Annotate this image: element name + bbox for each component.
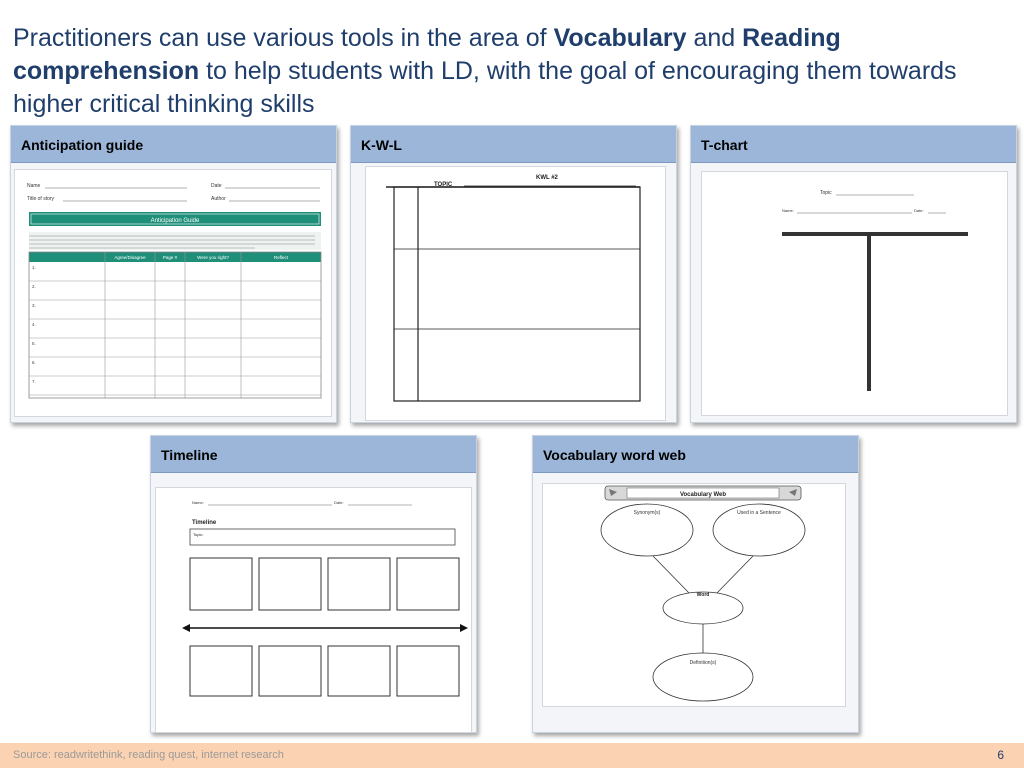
timeline-name: Name: [192, 500, 204, 505]
word-web-thumbnail [542, 483, 846, 707]
guide-banner: Anticipation Guide [150, 218, 200, 224]
t-chart-card [690, 125, 1017, 423]
title-part-1: Practitioners can use various tools in the area of [13, 24, 554, 52]
source-note: Source: readwritethink, reading quest, internet research [13, 749, 284, 761]
title-part-2: and [686, 24, 743, 52]
word-web-card [532, 435, 859, 733]
title-bold-reading: Reading comprehension [13, 24, 841, 85]
anticipation-guide-card [10, 125, 337, 423]
sentence-label: Used in a Sentence [737, 510, 781, 516]
t-chart-thumbnail [701, 171, 1008, 416]
card-header [533, 436, 858, 473]
timeline-date: Date: [334, 500, 344, 505]
guide-table-rows [29, 252, 321, 398]
guide-column-header: Page # [162, 255, 178, 260]
tchart-date: Date: [914, 208, 924, 213]
tchart-topic: Topic [820, 190, 832, 196]
card-header [351, 126, 676, 163]
guide-row-number: 2. [32, 284, 36, 289]
guide-row-number: 1. [32, 265, 36, 270]
word-web-figure [543, 484, 845, 706]
name-label: Name [27, 183, 41, 189]
guide-column-header: Were you right? [197, 255, 229, 260]
card-title: T-chart [701, 137, 748, 153]
kwl-thumbnail [365, 166, 666, 421]
kwl-card [350, 125, 677, 423]
kwl-heading: KWL #2 [536, 175, 558, 181]
synonyms-label: Synonym(s) [633, 510, 661, 516]
guide-column-header: Reflect [273, 255, 289, 260]
guide-row-number: 5. [32, 341, 36, 346]
guide-row-number: 6. [32, 360, 36, 365]
guide-column-header: Agree/Disagree [114, 255, 146, 260]
timeline-heading: Timeline [192, 520, 217, 526]
anticipation-guide-thumbnail [14, 169, 332, 417]
kwl-figure [366, 167, 665, 420]
card-header [11, 126, 336, 163]
guide-row-number: 4. [32, 322, 36, 327]
tchart-name: Name: [782, 208, 794, 213]
card-header [691, 126, 1016, 163]
card-title: Timeline [161, 447, 218, 463]
title-bold-vocabulary: Vocabulary [553, 24, 687, 52]
word-label: Word [696, 592, 710, 598]
title-part-3: to help students with LD, with the goal of encouraging them towards higher critical thinking skills [13, 57, 957, 118]
date-label: Date [211, 183, 222, 189]
anticipation-guide-figure [15, 170, 331, 416]
timeline-figure [156, 488, 471, 732]
card-header [151, 436, 476, 473]
card-title: K-W-L [361, 137, 402, 153]
t-chart-figure [702, 172, 1007, 415]
timeline-topic: Topic: [193, 532, 204, 537]
footer-bar [0, 743, 1024, 768]
definition-label: Definition(s) [689, 660, 717, 666]
word-web-banner: Vocabulary Web [679, 492, 727, 498]
guide-row-number: 7. [32, 379, 36, 384]
card-title: Vocabulary word web [543, 447, 686, 463]
author-label: Author [211, 196, 226, 202]
slide-title [13, 22, 1013, 121]
kwl-topic: TOPIC [434, 182, 453, 188]
timeline-thumbnail [155, 487, 472, 733]
guide-row-number: 3. [32, 303, 36, 308]
page-number: 6 [997, 748, 1004, 762]
card-title: Anticipation guide [21, 137, 144, 153]
story-label: Title of story [27, 196, 55, 202]
timeline-card [150, 435, 477, 733]
